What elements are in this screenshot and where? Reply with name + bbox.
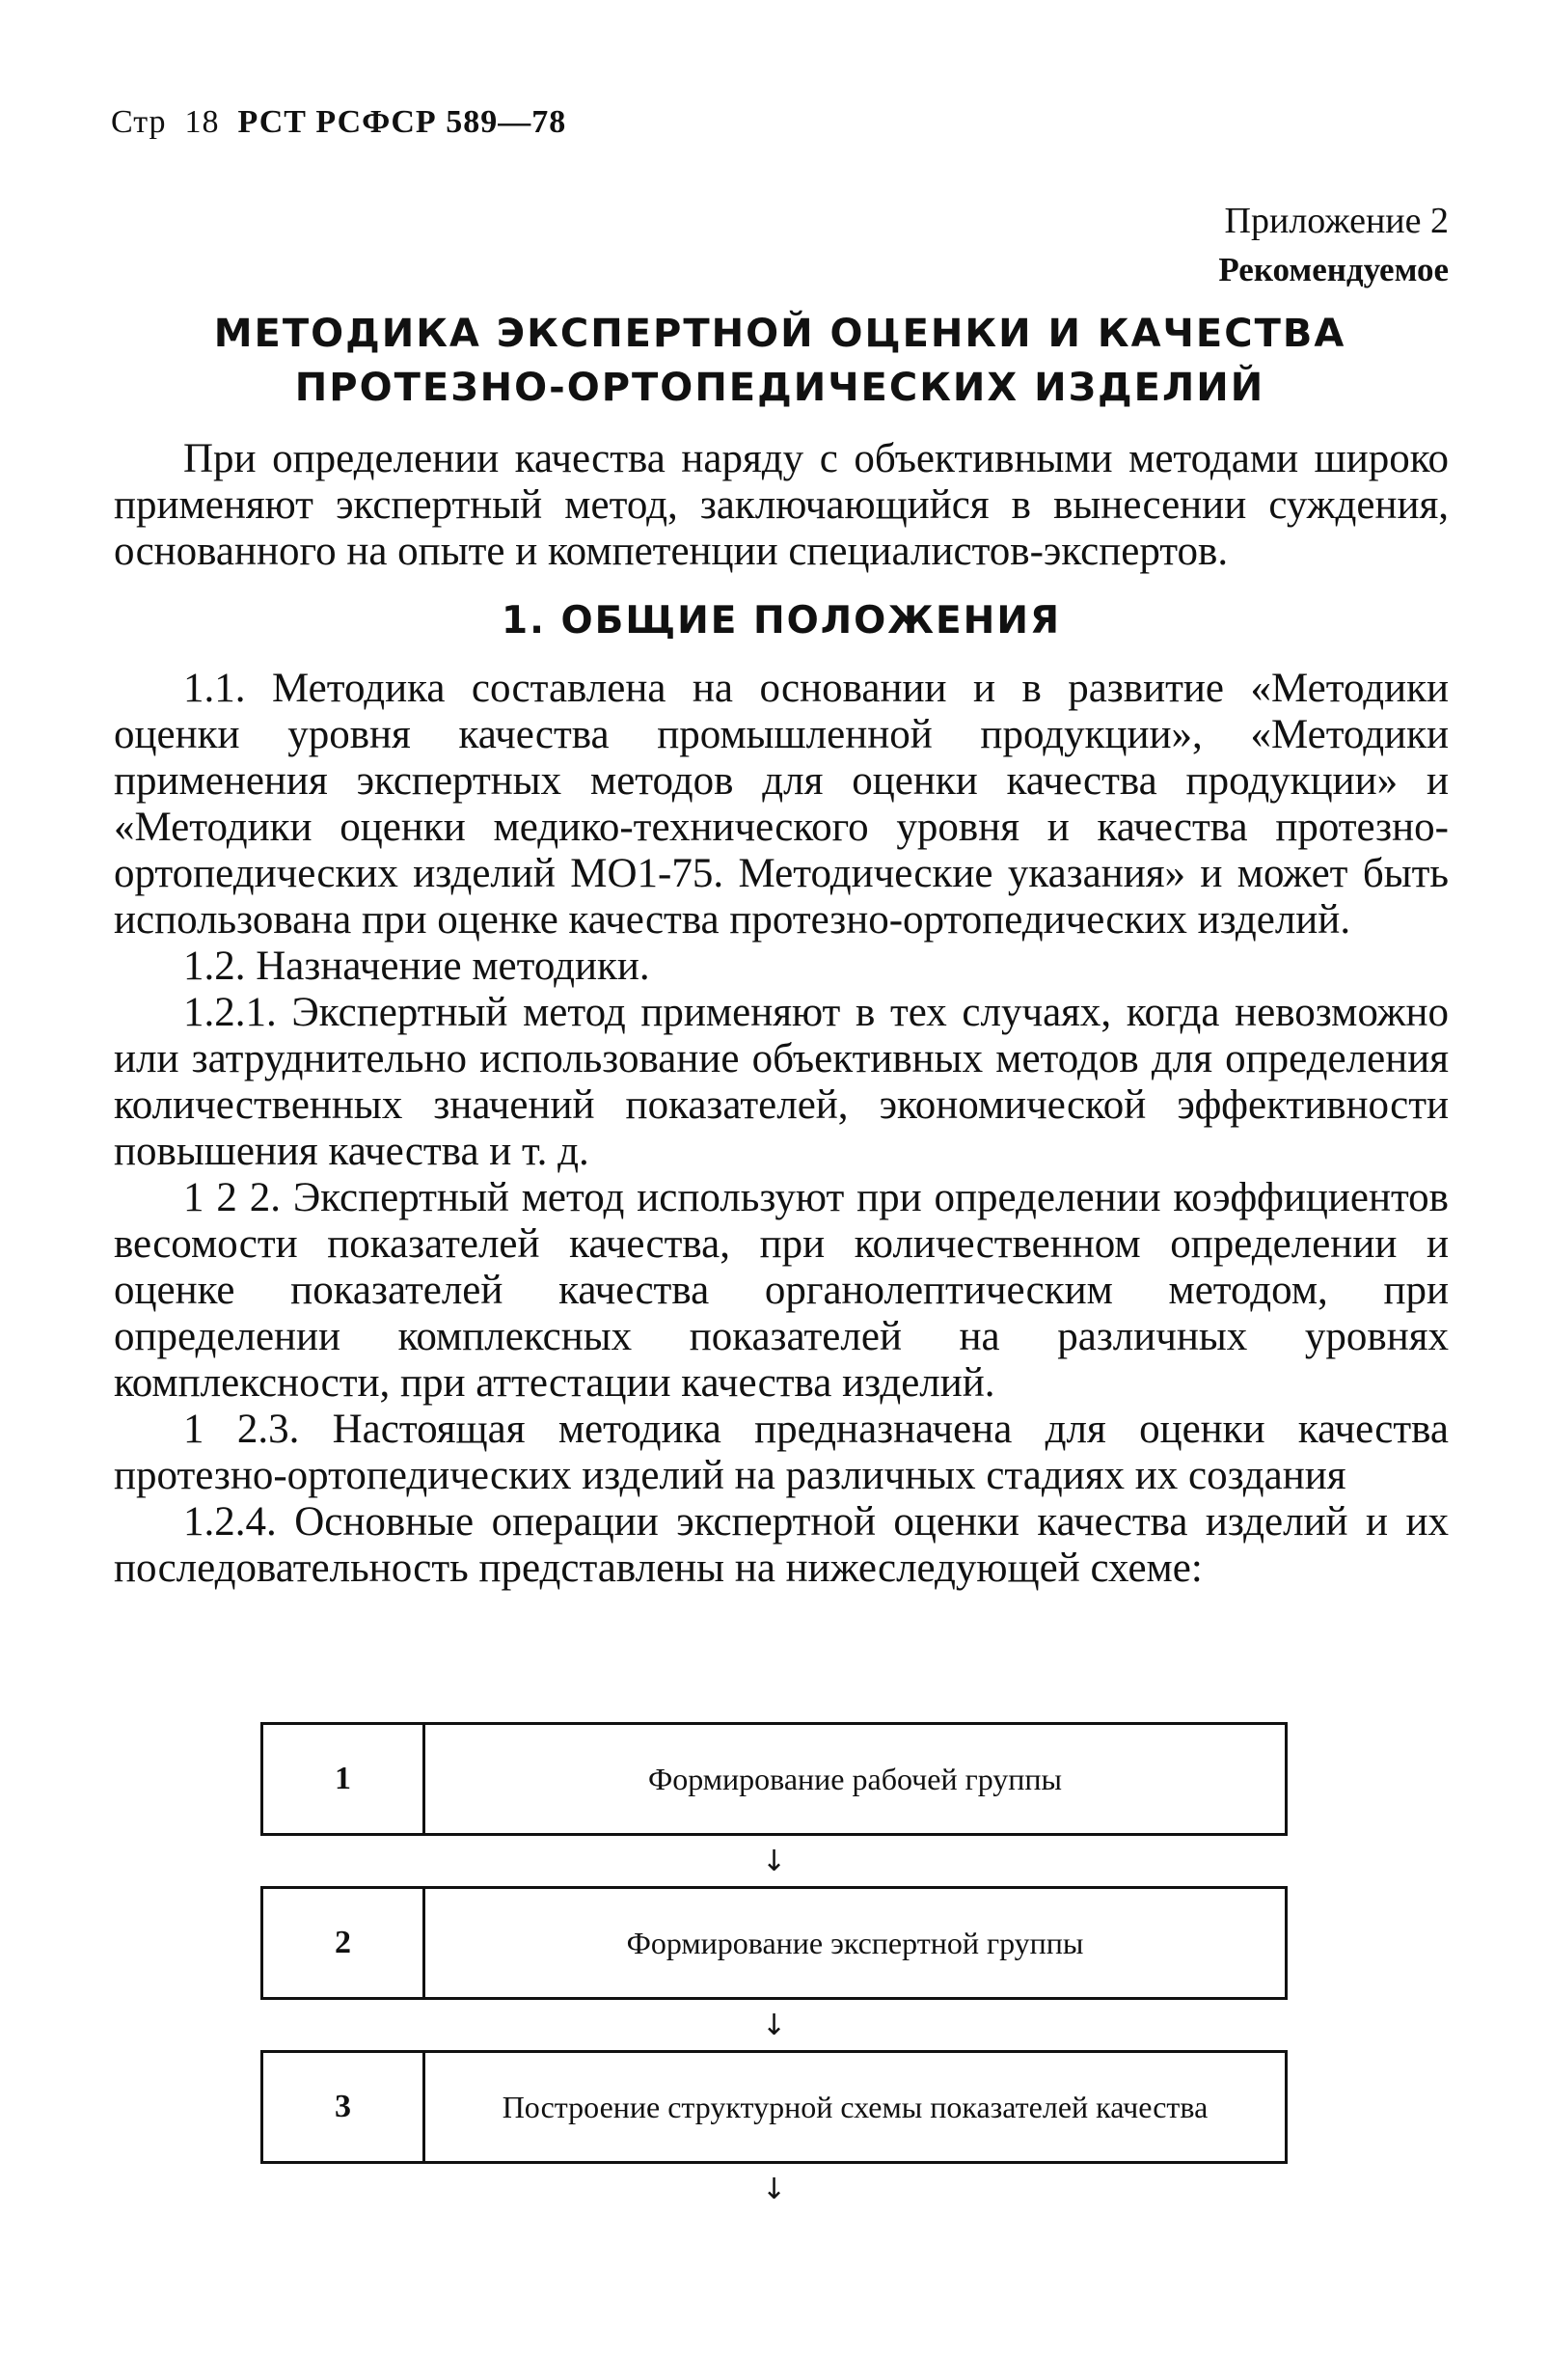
paragraph-1-1: 1.1. Методика составлена на основании и в развитие «Методики оценки уровня качества промышленной продукции», «Методики применения экспертных методов для оценки качества продукции» и «Методики оценки медико-технического уровня и качества протезно-ортопедических изделий МО1-75. Методические указания» и может быть использована при оценке качества протезно-ортопедических изделий. — [114, 666, 1449, 943]
diagram-step — [260, 1722, 1288, 1836]
standard-code: РСТ РСФСР 589—78 — [237, 104, 567, 140]
step-number: 2 — [263, 1889, 425, 1997]
step-label: Формирование экспертной группы — [626, 1926, 1084, 1960]
body-text — [114, 436, 1449, 1592]
paragraph-1-2-4: 1.2.4. Основные операции экспертной оценки качества изделий и их последовательность представлены на нижеследующей схеме: — [114, 1499, 1449, 1591]
step-number: 3 — [263, 2053, 425, 2161]
step-number: 1 — [263, 1725, 425, 1833]
down-arrow-icon: ↓ — [761, 1844, 787, 1878]
appendix-label — [1218, 197, 1449, 295]
paragraph-1-2: 1.2. Назначение методики. — [183, 944, 650, 989]
appendix-status: Рекомендуемое — [1218, 251, 1449, 288]
step-label: Построение структурной схемы показателей качества — [502, 2090, 1209, 2124]
title-line-2: ПРОТЕЗНО-ОРТОПЕДИЧЕСКИХ ИЗДЕЛИЙ — [294, 366, 1265, 410]
diagram-step — [260, 1886, 1288, 2000]
page-header — [111, 104, 566, 141]
down-arrow-icon: ↓ — [761, 2008, 787, 2042]
document-title — [111, 307, 1449, 415]
appendix-number: Приложение 2 — [1224, 201, 1449, 241]
title-line-1: МЕТОДИКА ЭКСПЕРТНОЙ ОЦЕНКИ И КАЧЕСТВА — [213, 312, 1346, 356]
paragraph-1-2-3: 1 2.3. Настоящая методика предназначена для оценки качества протезно-ортопедических изделий на различных стадиях их создания — [114, 1407, 1449, 1498]
intro-paragraph: При определении качества наряду с объективными методами широко применяют экспертный метод, заключающийся в вынесении суждения, основанного на опыте и компетенции специалистов-экспертов. — [114, 436, 1449, 574]
step-label: Формирование рабочей группы — [647, 1762, 1063, 1796]
down-arrow-icon: ↓ — [761, 2172, 787, 2206]
paragraph-1-2-2: 1 2 2. Экспертный метод используют при определении коэффициентов весомости показателей качества, при количественном определении и оценке показателей качества органолептическим методом, при определении комплексных показателей на различных уровнях комплексности, при аттестации качества изделий. — [114, 1175, 1449, 1406]
page-label: Стр — [111, 104, 167, 140]
section-heading: 1. ОБЩИЕ ПОЛОЖЕНИЯ — [501, 599, 1061, 643]
paragraph-1-2-1: 1.2.1. Экспертный метод применяют в тех случаях, когда невозможно или затруднительно использование объективных методов для определения количественных значений показателей, экономической эффективности повышения качества и т. д. — [114, 990, 1449, 1174]
page-number: 18 — [184, 104, 220, 140]
process-diagram — [260, 1722, 1288, 2214]
diagram-step — [260, 2050, 1288, 2164]
